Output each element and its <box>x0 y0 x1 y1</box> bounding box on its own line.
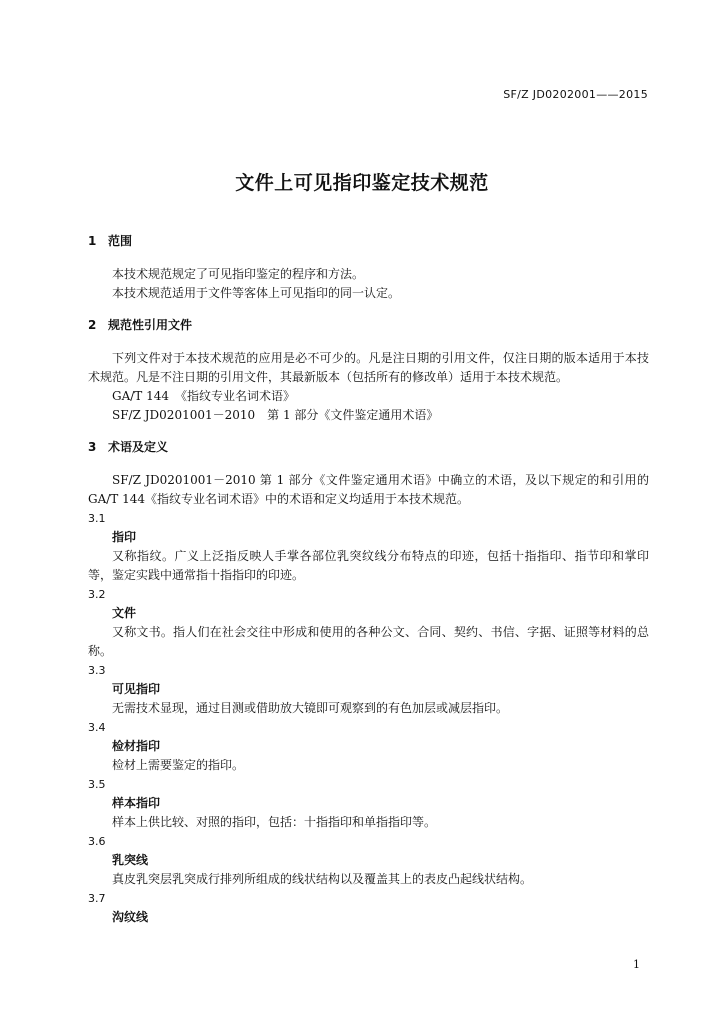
section-number: 1 <box>88 234 97 248</box>
clause-number: 3.2 <box>88 588 106 601</box>
term-name: 检材指印 <box>112 739 161 753</box>
term-name: 指印 <box>112 530 137 544</box>
term-definition: 又称指纹。广义上泛指反映人手掌各部位乳突纹线分布特点的印迹，包括十指指印、指节印和掌印等，鉴定实践中通常指十指指印的印迹。 <box>88 549 649 582</box>
paragraph: 本技术规范适用于文件等客体上可见指印的同一认定。 <box>112 286 401 300</box>
reference-item: GA/T 144 《指纹专业名词术语》 <box>112 389 296 403</box>
clause-number: 3.5 <box>88 778 106 791</box>
document-code: SF/Z JD0202001——2015 <box>503 88 648 101</box>
term-definition: 又称文书。指人们在社会交往中形成和使用的各种公文、合同、契约、书信、字据、证照等材料的总称。 <box>88 625 649 658</box>
term-name: 可见指印 <box>112 682 161 696</box>
paragraph: SF/Z JD0201001－2010 第 1 部分《文件鉴定通用术语》中确立的术语，及以下规定的和引用的GA/T 144《指纹专业名词术语》中的术语和定义均适用于本技术规范。 <box>88 473 649 506</box>
term-definition: 检材上需要鉴定的指印。 <box>112 758 245 772</box>
page-number: 1 <box>633 958 640 971</box>
section-3-heading <box>88 438 649 457</box>
section-number: 2 <box>88 318 97 332</box>
term-name: 样本指印 <box>112 796 161 810</box>
clause-number: 3.1 <box>88 512 106 525</box>
term-definition: 样本上供比较、对照的指印，包括：十指指印和单指指印等。 <box>112 815 437 829</box>
term-name: 乳突线 <box>112 853 149 867</box>
term-definition: 无需技术显现，通过目测或借助放大镜即可观察到的有色加层或减层指印。 <box>112 701 509 715</box>
clause-number: 3.4 <box>88 721 106 734</box>
document-title: 文件上可见指印鉴定技术规范 <box>235 172 489 194</box>
term-name: 文件 <box>112 606 137 620</box>
clause-number: 3.7 <box>88 892 106 905</box>
section-number: 3 <box>88 440 97 454</box>
section-2-heading <box>88 316 649 335</box>
clause-number: 3.3 <box>88 664 106 677</box>
section-title: 范围 <box>108 234 133 248</box>
term-definition: 真皮乳突层乳突成行排列所组成的线状结构以及覆盖其上的表皮凸起线状结构。 <box>112 872 533 886</box>
term-name: 沟纹线 <box>112 910 149 924</box>
section-title: 术语及定义 <box>108 440 169 454</box>
document-body <box>88 232 649 927</box>
reference-item: SF/Z JD0201001－2010 第 1 部分《文件鉴定通用术语》 <box>112 408 439 422</box>
section-title: 规范性引用文件 <box>108 318 193 332</box>
paragraph: 本技术规范规定了可见指印鉴定的程序和方法。 <box>112 267 365 281</box>
paragraph: 下列文件对于本技术规范的应用是必不可少的。凡是注日期的引用文件，仅注日期的版本适用于本技术规范。凡是不注日期的引用文件，其最新版本（包括所有的修改单）适用于本技术规范。 <box>88 351 649 384</box>
section-1-heading <box>88 232 649 251</box>
clause-number: 3.6 <box>88 835 106 848</box>
